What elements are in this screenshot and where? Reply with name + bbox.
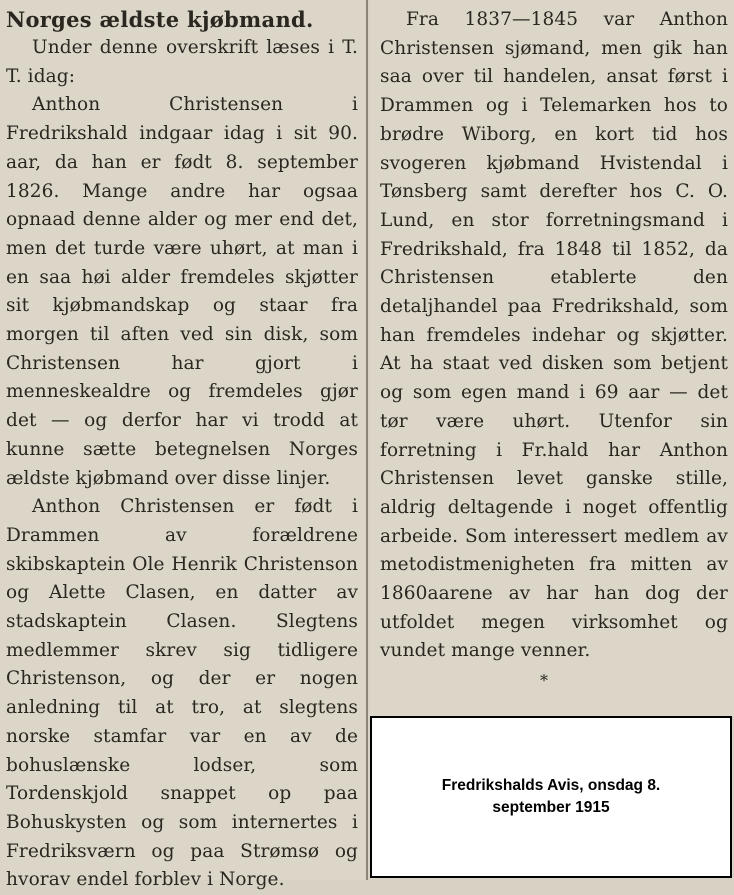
source-caption: Fredrikshalds Avis, onsdag 8. september 1915	[441, 777, 661, 816]
article-headline: Norges ældste kjøbmand.	[6, 7, 314, 32]
source-caption-box	[370, 716, 732, 878]
article-paragraph-1: Under denne overskrift læses i T. T. idag:	[6, 37, 358, 87]
article-paragraph-2: Anthon Christensen i Fredrikshald indgaar idag i sit 90. aar, da han er født 8. september 1826. Mange andre har ogsaa opnaad denne alder og mer end det, men det turde være uhørt, at man i en saa høi alder fremdeles skjøtter sit kjøbmandskap og staar fra morgen til aften ved sin disk, som Christensen har gjort i menneskealdre og fremdeles gjør det — og derfor har vi trodd at kunne sætte betegnelsen Norges ældste kjøbmand over disse linjer.	[6, 94, 358, 489]
article-paragraph-3: Anthon Christensen er født i Drammen av forældrene skibskaptein Ole Henrik Christenson og Alette Clasen, en datter av stadskaptein Clasen. Slegtens medlemmer skrev sig tidligere Christenson, og der er nogen anledning til at tro, at slegtens norske stamfar var en av de bohuslænske lodser, som Tordenskjold snappet op paa Bohuskysten og som internertes i Fredriksværn og paa Strømsø og hvorav endel forblev i Norge.	[6, 496, 358, 891]
section-separator: *	[540, 671, 548, 691]
article-column-right	[370, 0, 734, 716]
article-paragraph-4: Fra 1837—1845 var Anthon Christensen sjømand, men gik han saa over til handelen, ansat først i Drammen og i Telemarken hos to brødre Wiborg, en kort tid hos svogeren kjøbmand Hvistendal i Tønsberg samt derefter hos C. O. Lund, en stor forretningsmand i Fredrikshald, fra 1848 til 1852, da Christensen etablerte den detaljhandel paa Fredrikshald, som han fremdeles indehar og skjøtter. At ha staat ved disken som betjent og som egen mand i 69 aar — det tør være uhørt. Utenfor sin forretning i Fr.hald har Anthon Christensen levet ganske stille, aldrig deltagende i noget offentlig arbeide. Som interessert medlem av metodistmenigheten fra mitten av 1860aarene av har han dog der utfoldet megen virksomhet og vundet mange venner.	[380, 9, 728, 662]
article-column-left	[0, 0, 368, 891]
